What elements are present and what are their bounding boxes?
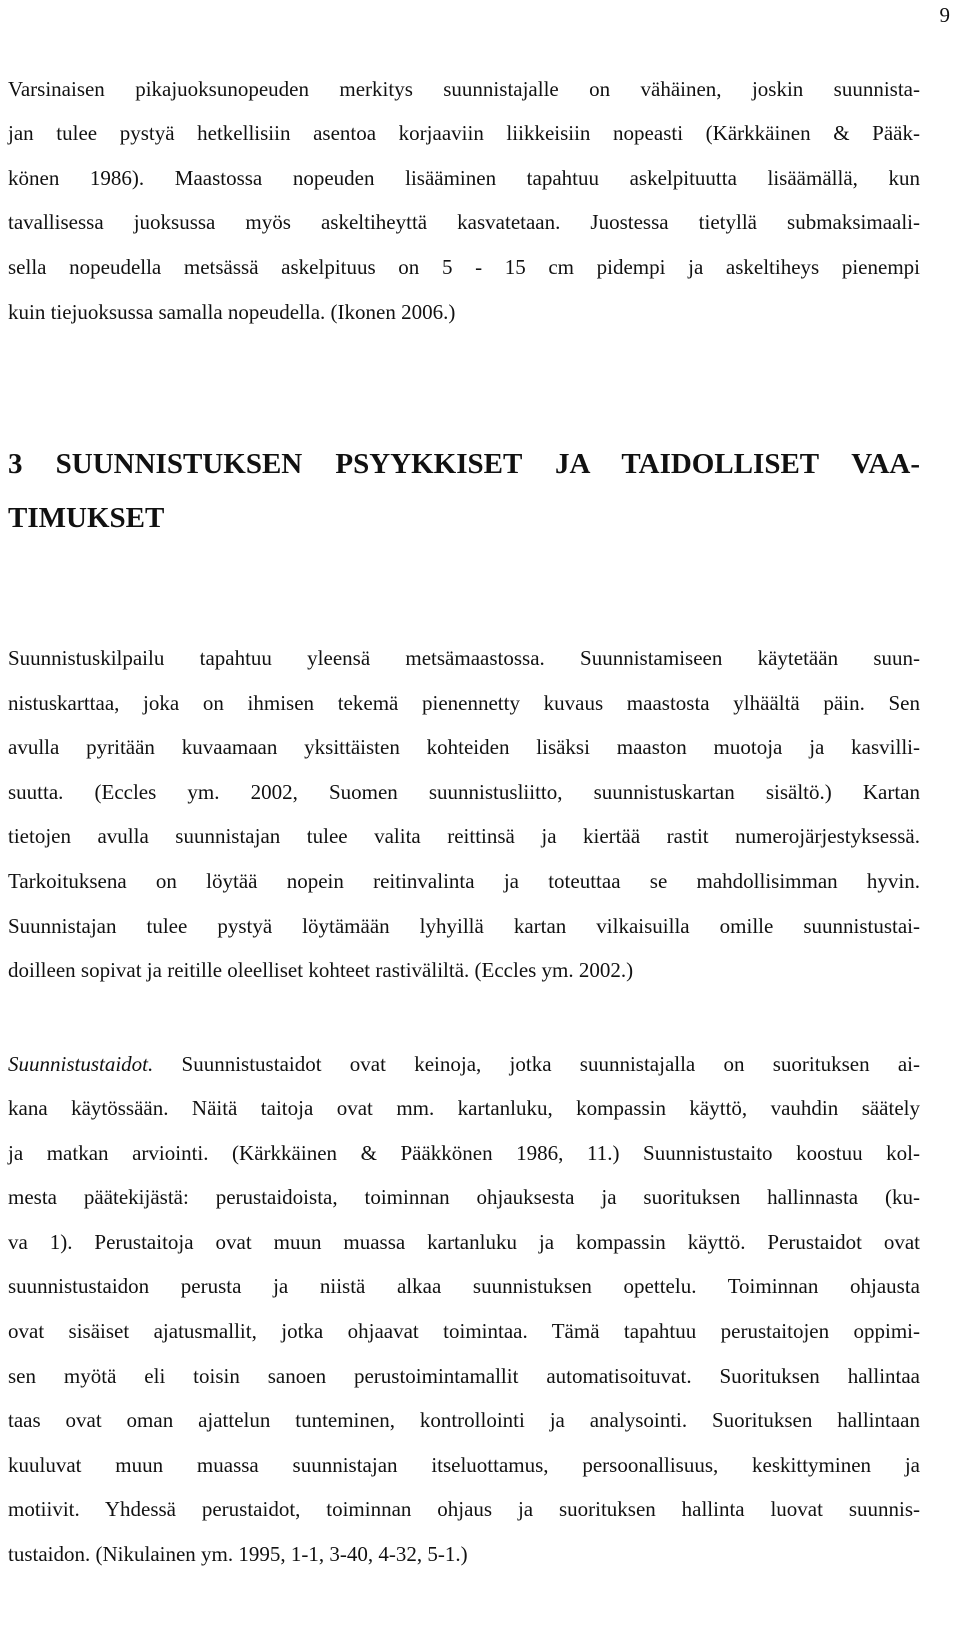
text-line: sen myötä eli toisin sanoen perustoimintamallit automatisoituvat. Suorituksen hallintaa	[8, 1364, 920, 1388]
text-line: ovat sisäiset ajatusmallit, jotka ohjaavat toimintaa. Tämä tapahtuu perustaitojen oppimi-	[8, 1319, 920, 1343]
text-line: Tarkoituksena on löytää nopein reitinvalinta ja toteuttaa se mahdollisimman hyvin.	[8, 869, 920, 893]
text-line: motiivit. Yhdessä perustaidot, toiminnan ohjaus ja suorituksen hallinta luovat suunnis-	[8, 1497, 920, 1521]
text-run: Suunnistustaidot ovat keinoja, jotka suunnistajalla on suorituksen ai-	[153, 1052, 920, 1076]
italic-lead: Suunnistustaidot.	[8, 1052, 154, 1076]
text-line: sella nopeudella metsässä askelpituus on 5 - 15 cm pidempi ja askeltiheys pienempi	[8, 255, 920, 279]
page-number: 9	[939, 3, 950, 27]
text-line: tustaidon. (Nikulainen ym. 1995, 1-1, 3-40, 4-32, 5-1.)	[8, 1542, 468, 1566]
text-line: avulla pyritään kuvaamaan yksittäisten kohteiden lisäksi maaston muotoja ja kasvilli-	[8, 735, 920, 759]
text-line: tavallisessa juoksussa myös askeltiheyttä kasvatetaan. Juostessa tietyllä submaksimaali-	[8, 210, 920, 234]
text-line: mesta päätekijästä: perustaidoista, toiminnan ohjauksesta ja suorituksen hallinnasta (ku-	[8, 1185, 920, 1209]
heading-line: 3 SUUNNISTUKSEN PSYYKKISET JA TAIDOLLISET VAA-	[8, 448, 920, 480]
text-line: ja matkan arviointi. (Kärkkäinen & Pääkkönen 1986, 11.) Suunnistustaito koostuu kol-	[8, 1141, 920, 1165]
text-line	[8, 1050, 920, 1078]
heading-line: TIMUKSET	[8, 502, 165, 534]
text-line: doilleen sopivat ja reitille oleelliset kohteet rastiväliltä. (Eccles ym. 2002.)	[8, 958, 634, 982]
text-line: könen 1986). Maastossa nopeuden lisääminen tapahtuu askelpituutta lisäämällä, kun	[8, 166, 920, 190]
text-line: taas ovat oman ajattelun tunteminen, kontrollointi ja analysointi. Suorituksen hallintaan	[8, 1408, 920, 1432]
text-line: suutta. (Eccles ym. 2002, Suomen suunnistusliitto, suunnistuskartan sisältö.) Kartan	[8, 780, 920, 804]
text-line: Suunnistajan tulee pystyä löytämään lyhyillä kartan vilkaisuilla omille suunnistustai-	[8, 914, 920, 938]
text-line: kana käytössään. Näitä taitoja ovat mm. kartanluku, kompassin käyttö, vauhdin säätely	[8, 1096, 920, 1120]
text-line: Suunnistuskilpailu tapahtuu yleensä metsämaastossa. Suunnistamiseen käytetään suun-	[8, 646, 920, 670]
text-line: jan tulee pystyä hetkellisiin asentoa korjaaviin liikkeisiin nopeasti (Kärkkäinen & Pääk-	[8, 121, 920, 145]
text-line: nistuskarttaa, joka on ihmisen tekemä pienennetty kuvaus maastosta ylhäältä päin. Sen	[8, 691, 920, 715]
text-line: tietojen avulla suunnistajan tulee valita reittinsä ja kiertää rastit numerojärjestyksessä.	[8, 824, 920, 848]
text-line: kuuluvat muun muassa suunnistajan itseluottamus, persoonallisuus, keskittyminen ja	[8, 1453, 920, 1477]
text-line: va 1). Perustaitoja ovat muun muassa kartanluku ja kompassin käyttö. Perustaidot ovat	[8, 1230, 920, 1254]
text-line: suunnistustaidon perusta ja niistä alkaa suunnistuksen opettelu. Toiminnan ohjausta	[8, 1274, 920, 1298]
text-line: Varsinaisen pikajuoksunopeuden merkitys suunnistajalle on vähäinen, joskin suunnista-	[8, 77, 920, 101]
text-line: kuin tiejuoksussa samalla nopeudella. (Ikonen 2006.)	[8, 300, 456, 324]
